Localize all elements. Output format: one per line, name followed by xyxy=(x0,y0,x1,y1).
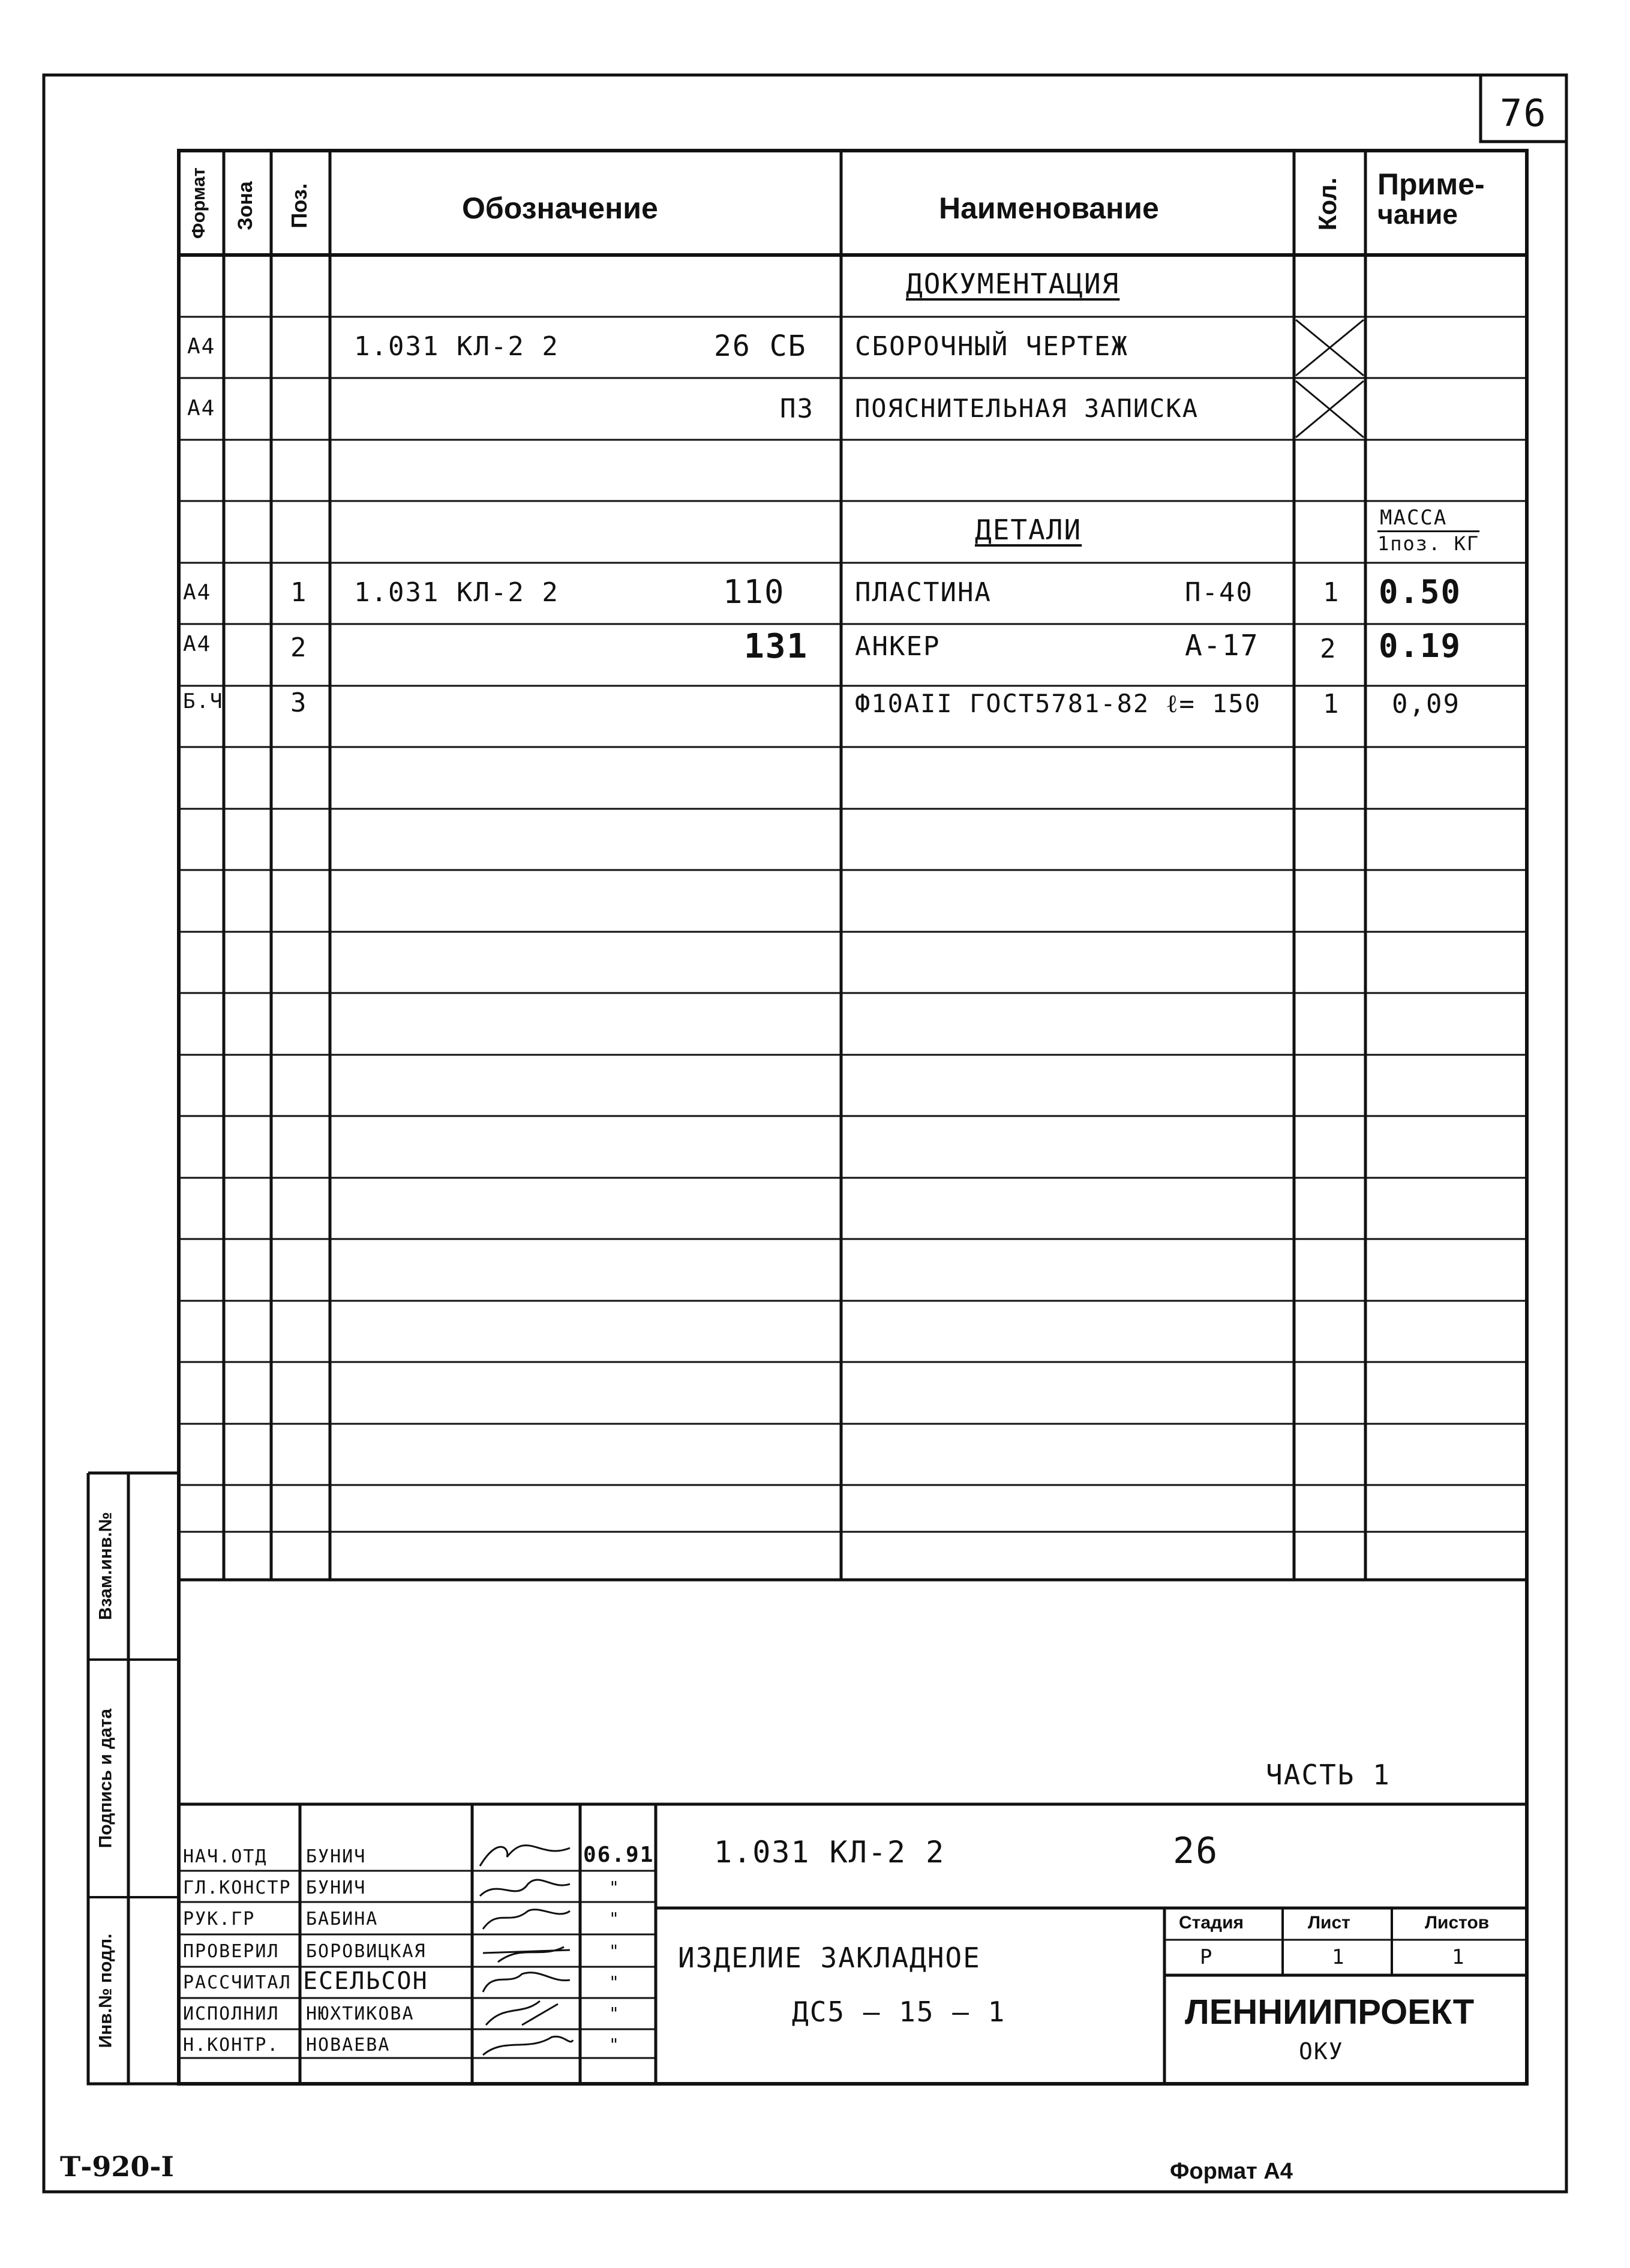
side-sign-date: Подпись и дата xyxy=(95,1708,116,1849)
signer-name: БУНИЧ xyxy=(306,1877,367,1898)
signer-name: БУНИЧ xyxy=(306,1846,367,1867)
signer-date: " xyxy=(609,2035,620,2054)
row4-qty: 2 xyxy=(1320,634,1337,664)
row5-pos: 3 xyxy=(290,688,308,718)
row3-pos: 1 xyxy=(290,577,308,608)
row5-qty: 1 xyxy=(1323,689,1340,719)
row2-designation-suffix: ПЗ xyxy=(780,394,814,424)
title-designation: 1.031 КЛ-2 2 xyxy=(714,1835,945,1870)
row4-name: АНКЕР xyxy=(855,631,941,662)
signer-role: РАССЧИТАЛ xyxy=(183,1972,292,1993)
footer-code: Т-920-I xyxy=(60,2150,174,2183)
signer-date: " xyxy=(609,1877,620,1897)
section-parts: ДЕТАЛИ xyxy=(975,514,1082,546)
sheet-value: 1 xyxy=(1332,1945,1346,1969)
signer-role: ПРОВЕРИЛ xyxy=(183,1941,280,1962)
header-note-2: чание xyxy=(1377,199,1458,230)
row4-designation-suffix: 131 xyxy=(744,627,809,666)
row4-pos: 2 xyxy=(290,632,308,663)
mass-header-1: МАССА xyxy=(1380,506,1448,530)
title-designation-number: 26 xyxy=(1173,1830,1219,1872)
signer-date: " xyxy=(609,1972,620,1992)
signer-name: ЕСЕЛЬСОН xyxy=(303,1967,428,1995)
stage-label: Стадия xyxy=(1179,1913,1244,1933)
row3-designation-suffix: 110 xyxy=(723,573,785,611)
signer-role: РУК.ГР xyxy=(183,1909,256,1930)
signer-name: НЮХТИКОВА xyxy=(306,2003,415,2024)
row5-mass: 0,09 xyxy=(1392,689,1460,719)
product-name-line1: ИЗДЕЛИЕ ЗАКЛАДНОЕ xyxy=(678,1942,981,1974)
section-documentation: ДОКУМЕНТАЦИЯ xyxy=(906,268,1120,300)
mass-header-2: 1поз. КГ xyxy=(1377,532,1480,555)
row5-format: Б.Ч xyxy=(183,689,224,713)
row1-designation: 1.031 КЛ-2 2 xyxy=(354,331,559,362)
row4-mass: 0.19 xyxy=(1379,627,1462,665)
header-note-1: Приме- xyxy=(1377,167,1485,201)
row4-mark: А-17 xyxy=(1185,629,1259,662)
header-zone: Зона xyxy=(234,181,257,230)
header-qty: Кол. xyxy=(1313,177,1341,231)
header-designation: Обозначение xyxy=(462,191,658,225)
row5-name: Ф10АII ГОСТ5781-82 ℓ= 150 xyxy=(855,689,1261,718)
row3-mark: П-40 xyxy=(1185,577,1253,608)
row3-designation: 1.031 КЛ-2 2 xyxy=(354,577,559,608)
row3-name: ПЛАСТИНА xyxy=(855,577,992,608)
signer-name: НОВАЕВА xyxy=(306,2035,391,2056)
sheet-number: 76 xyxy=(1500,91,1547,135)
signer-name: БОРОВИЦКАЯ xyxy=(306,1941,427,1962)
footer-format: Формат А4 xyxy=(1170,2159,1293,2184)
signer-date: " xyxy=(609,2003,620,2023)
organization-name: ЛЕННИИПРОЕКТ xyxy=(1185,1993,1475,2032)
header-name: Наименование xyxy=(939,191,1159,225)
signer-date: " xyxy=(609,1909,620,1928)
row4-format: А4 xyxy=(183,632,212,656)
row2-name: ПОЯСНИТЕЛЬНАЯ ЗАПИСКА xyxy=(855,394,1199,423)
row3-format: А4 xyxy=(183,580,212,605)
side-replace-inv: Взам.инв.№ xyxy=(95,1511,116,1621)
signatures xyxy=(480,1846,573,2055)
sheets-value: 1 xyxy=(1452,1945,1466,1969)
row1-format: А4 xyxy=(187,334,216,359)
signer-role: ИСПОЛНИЛ xyxy=(183,2003,280,2024)
signer-role: НАЧ.ОТД xyxy=(183,1846,268,1867)
row3-mass: 0.50 xyxy=(1379,573,1462,611)
signer-date: 06.91 xyxy=(583,1843,655,1867)
signer-date: " xyxy=(609,1941,620,1961)
sheets-label: Листов xyxy=(1425,1913,1490,1933)
signer-name: БАБИНА xyxy=(306,1909,379,1930)
signer-role: ГЛ.КОНСТР xyxy=(183,1877,292,1898)
department-name: ОКУ xyxy=(1299,2038,1344,2065)
side-inv-no: Инв.№ подл. xyxy=(95,1933,116,2048)
row1-designation-suffix: 26 СБ xyxy=(714,329,807,363)
row1-name: СБОРОЧНЫЙ ЧЕРТЕЖ xyxy=(855,331,1128,362)
row2-format: А4 xyxy=(187,396,216,421)
stage-value: Р xyxy=(1200,1945,1214,1969)
part-label: ЧАСТЬ 1 xyxy=(1266,1759,1391,1791)
header-format: Формат xyxy=(188,167,209,239)
sheet-label: Лист xyxy=(1308,1913,1350,1933)
header-pos: Поз. xyxy=(287,183,311,229)
product-name-line2: ДС5 — 15 — 1 xyxy=(792,1996,1006,2028)
signer-role: Н.КОНТР. xyxy=(183,2035,280,2056)
row3-qty: 1 xyxy=(1323,577,1340,608)
